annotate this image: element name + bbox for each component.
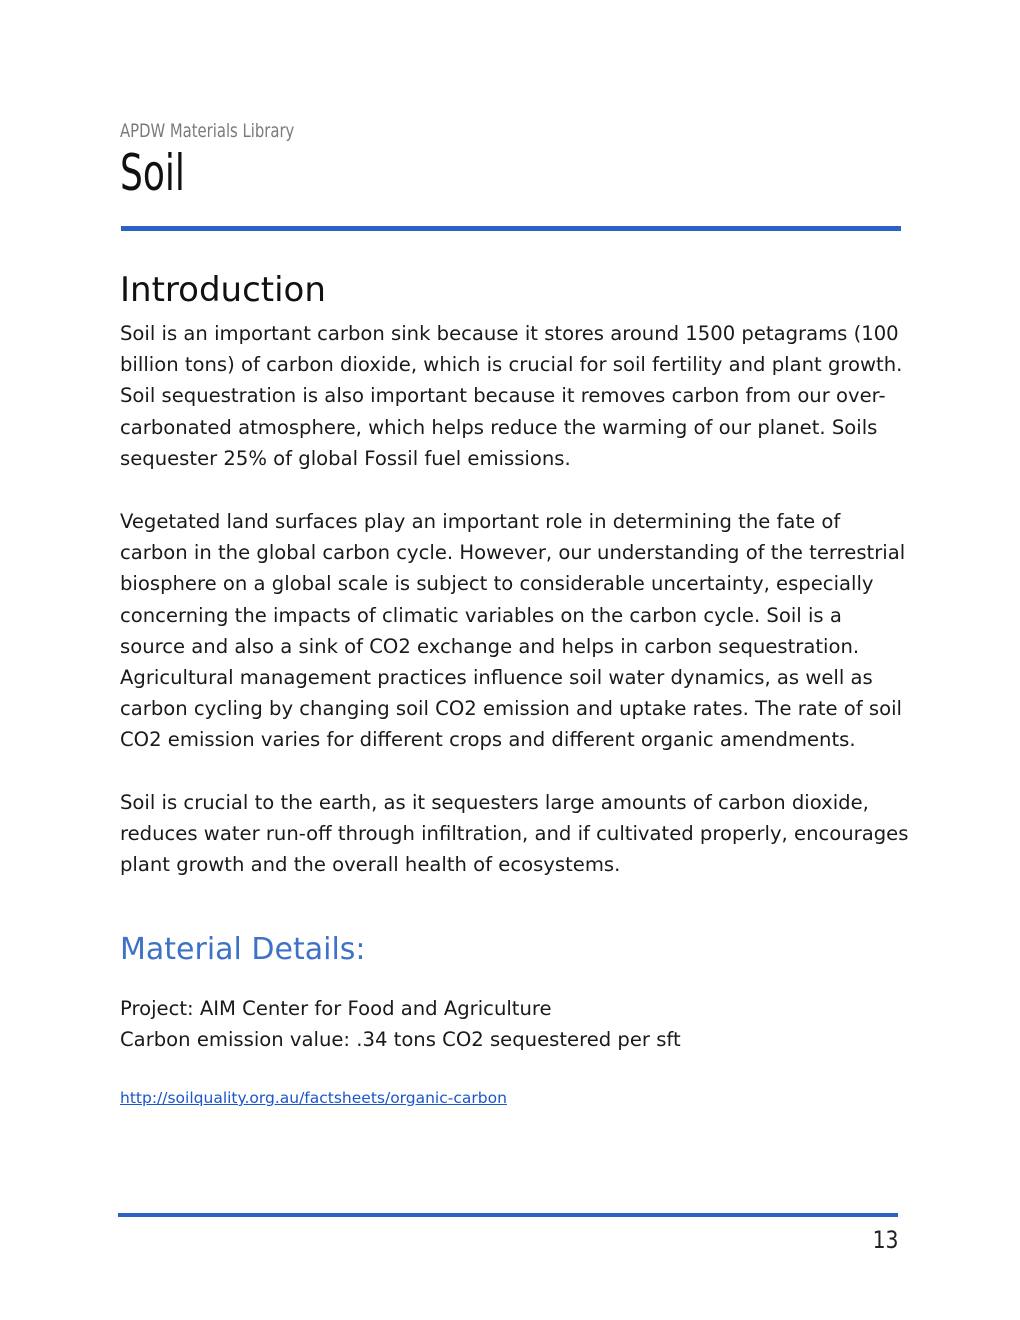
header-divider	[121, 226, 901, 231]
page-title: Soil	[120, 144, 185, 202]
library-label: APDW Materials Library	[120, 120, 295, 142]
page-number: 13	[873, 1226, 899, 1254]
intro-paragraph-1: Soil is an important carbon sink because it stores around 1500 petagrams (100 billion tons) of carbon dioxide, which is crucial for soil fertility and plant growth. Soil sequestration is also important because it removes carbon from our over-carbonated atmosphere, which helps reduce the warming of our planet. Soils sequester 25% of global Fossil fuel emissions.	[120, 322, 903, 470]
intro-paragraph-2: Vegetated land surfaces play an important role in determining the fate of carbon in the global carbon cycle. However, our understanding of the terrestrial biosphere on a global scale is subject to considerable uncertainty, especially concerning the impacts of climatic variables on the carbon cycle. Soil is a source and also a sink of CO2 exchange and helps in carbon sequestration. Agricultural management practices influence soil water dynamics, as well as carbon cycling by changing soil CO2 emission and uptake rates. The rate of soil CO2 emission varies for different crops and different organic amendments.	[120, 510, 906, 752]
project-line: Project: AIM Center for Food and Agriculture	[120, 997, 552, 1020]
source-link[interactable]: http://soilquality.org.au/factsheets/organic-carbon	[120, 1089, 507, 1107]
intro-paragraph-3: Soil is crucial to the earth, as it sequesters large amounts of carbon dioxide, reduces water run-off through infiltration, and if cultivated properly, encourages plant growth and the overall health of ecosystems.	[120, 791, 909, 877]
footer-divider	[118, 1213, 898, 1217]
introduction-heading: Introduction	[120, 270, 326, 310]
carbon-value-line: Carbon emission value: .34 tons CO2 sequestered per sft	[120, 1028, 681, 1051]
material-details-heading: Material Details:	[120, 932, 366, 967]
